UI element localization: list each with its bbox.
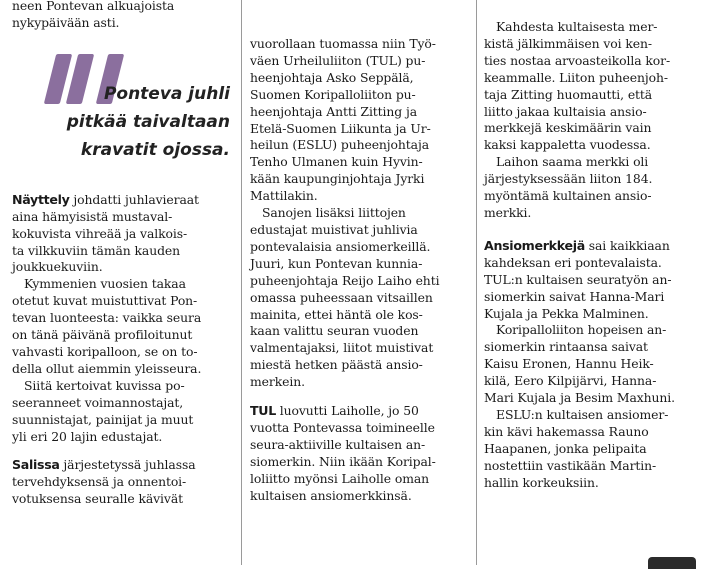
article-column-2 bbox=[250, 0, 470, 504]
lead-word: Ansiomerkkejä bbox=[484, 237, 585, 253]
paragraph: Ansiomerkkejä sai kaikkiaan kahdeksan eri pontevalaista. TUL:n kultaisen seuratyön an- siomerkin saivat Hanna-Mari Kujala ja Pekka Malminen. bbox=[484, 237, 672, 321]
article-column-1 bbox=[12, 0, 234, 508]
paragraph: Näyttely johdatti juhlavieraat aina hämyisistä mustaval- kokuvista vihreää ja valkois- ta vilkkuviin tämän kauden joukkuekuviin. bbox=[12, 191, 199, 275]
paragraph: Kahdesta kultaisesta mer- kistä jälkimmäisen voi ken- ties nostaa arvoasteikolla kor- keammalle. Liiton puheenjoh- taja Zitting huomautti, että liitto jakaa kultaisia ansio- merkkejä keskimäärin vain kaksi kappaletta vuodessa. bbox=[484, 19, 671, 153]
lead-word: TUL bbox=[250, 403, 276, 419]
paragraph-continued: neen Pontevan alkuajoista nykypäivään asti. bbox=[12, 0, 175, 30]
paragraph: Koripalloliiton hopeisen an- siomerkin rintaansa saivat Kaisu Eronen, Hannu Heik- kilä, Eero Kilpijärvi, Hanna- Mari Kujala ja Besim Maxhuni. bbox=[484, 322, 676, 406]
paragraph: Salissa järjestetyssä juhlassa tervehdyksensä ja onnentoi- votuksensa seuralle kävivät bbox=[12, 457, 196, 507]
article-column-3 bbox=[484, 0, 696, 491]
lead-word: Näyttely bbox=[12, 191, 70, 207]
page-edge-tab bbox=[648, 557, 696, 569]
paragraph: ESLU:n kultaisen ansiomer- kin kävi hakemassa Rauno Haapanen, jonka pelipaita nostettiin vastikään Martin- hallin korkeuksiin. bbox=[484, 406, 669, 490]
lead-word: Salissa bbox=[12, 457, 60, 473]
paragraph: TUL luovutti Laiholle, jo 50 vuotta Pontevassa toimineelle seura-aktiiville kultaisen an- siomerkin. Niin ikään Koripal- loliitto myönsi Laiholle oman kultaisen ansiomerkkinsä. bbox=[250, 403, 436, 503]
column-divider bbox=[476, 0, 477, 565]
paragraph: Sanojen lisäksi liittojen edustajat muistivat juhlivia pontevalaisia ansiomerkeillä. Juuri, kun Pontevan kunnia- puheenjohtaja Reijo Laiho ehti omassa puheessaan vitsaillen mainita, ettei häntä ole kos- kaan valittu seuran vuoden valmentajaksi, liitot muistivat miestä hetken päästä ansio- merkein. bbox=[250, 205, 440, 390]
paragraph: Siitä kertoivat kuvissa po- seeranneet voimannostajat, suunnistajat, painijat ja muut yli eri 20 lajin edustajat. bbox=[12, 377, 194, 444]
pull-quote bbox=[12, 54, 234, 172]
paragraph: Kymmenien vuosien takaa otetut kuvat muistuttivat Pon- tevan luonteesta: vaikka seura on tänä päivänä profiloitunut vahvasti koripalloon, se on to- della ollut aiemmin yleisseura. bbox=[12, 276, 202, 376]
column-divider bbox=[241, 0, 242, 565]
pull-quote-text: Ponteva juhli pitkää taivaltaan kravatit ojossa. bbox=[66, 83, 230, 160]
paragraph-continued: vuorollaan tuomassa niin Työ- väen Urheiluliiton (TUL) pu- heenjohtaja Asko Seppälä, Suomen Koripalloliiton pu- heenjohtaja Antti Zitting ja Etelä-Suomen Liikunta ja Ur- heilun (ESLU) puheenjohtaja Tenho Ulmanen kuin Hyvin- kään kaupunginjohtaja Jyrki Mattilakin. bbox=[250, 36, 436, 204]
paragraph: Laihon saama merkki oli järjestyksessään liiton 184. myöntämä kultainen ansio- merkki. bbox=[484, 154, 653, 220]
